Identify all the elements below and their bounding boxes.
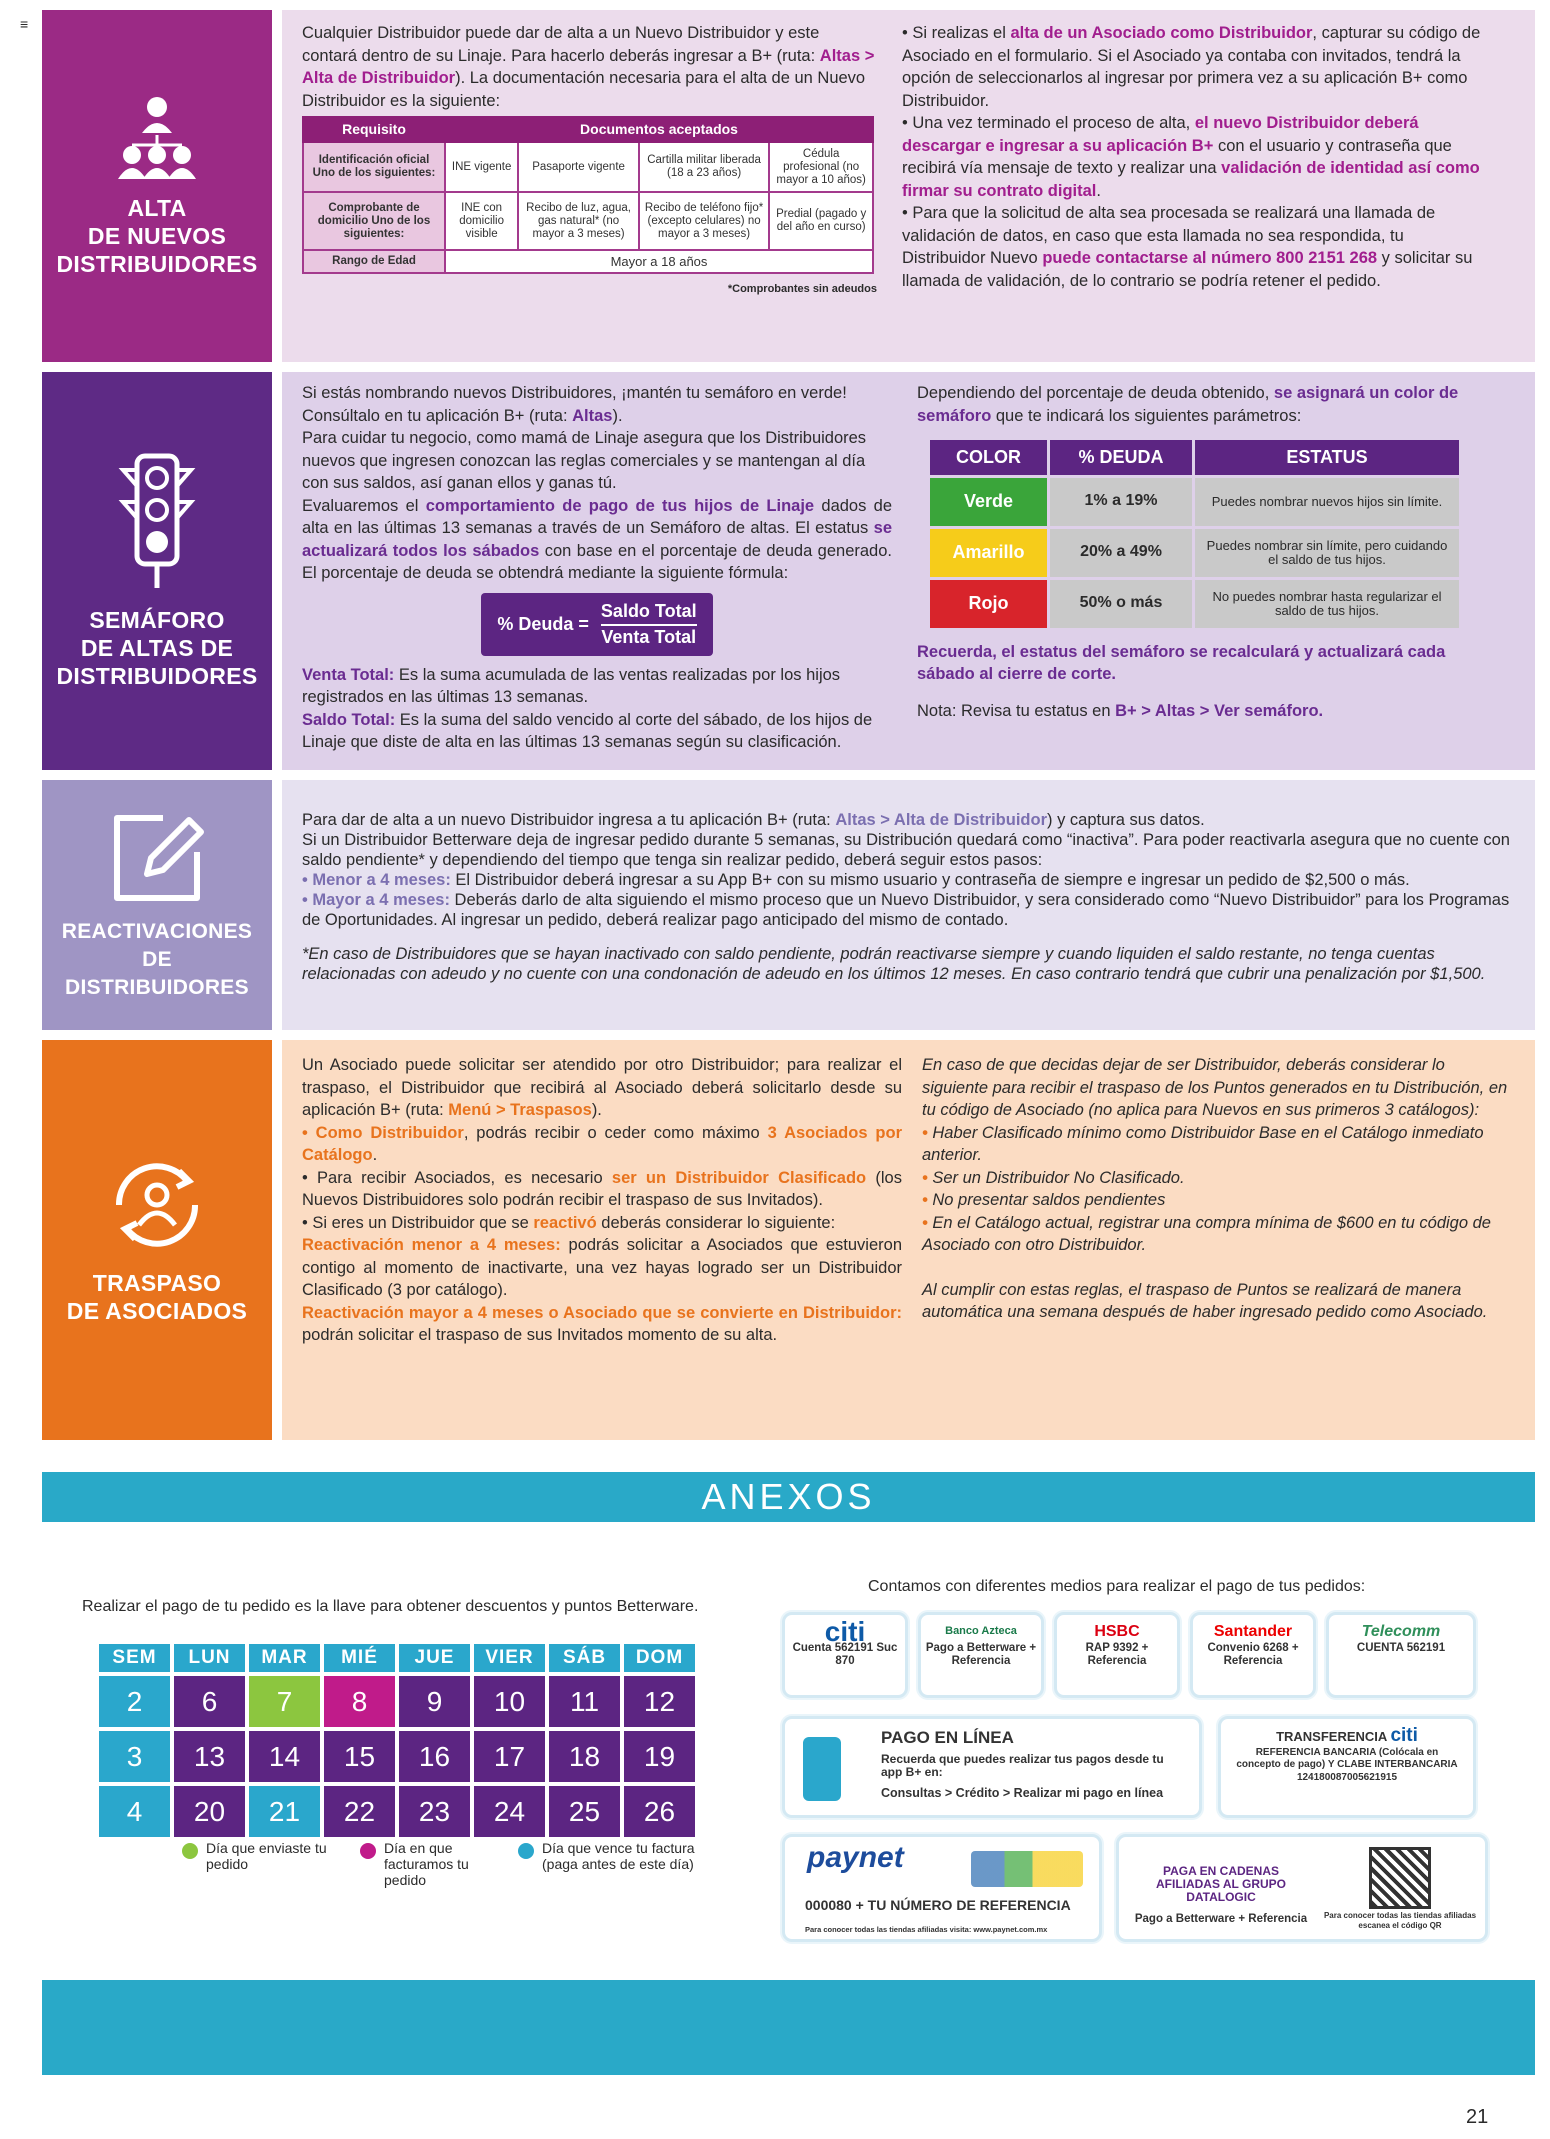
legend-invoice: Día en que facturamos tu pedido: [360, 1840, 490, 1888]
bank-card-azteca: Banco Azteca Pago a Betterware + Referencia: [918, 1612, 1044, 1698]
semaforo-table: COLOR % DEUDA ESTATUS Verde 1% a 19% Puedes nombrar nuevos hijos sin límite. Amarillo 20% a 49% Puedes nombrar sin límite, pero cuidando el saldo de tus hijos. Rojo 50% o más No puedes nombrar hasta regularizar el saldo de tus hijos.: [927, 437, 1462, 631]
anexos-banner: ANEXOS: [42, 1472, 1535, 1522]
traspaso-section: [42, 1040, 1535, 1440]
edit-pencil-icon: [107, 808, 207, 904]
req-label: Comprobante de domicilio Uno de los siguientes:: [303, 192, 445, 250]
corner-mark: ≡: [20, 16, 29, 32]
calendar-day: 17: [474, 1731, 545, 1782]
online-payment-card: PAGO EN LÍNEA Recuerda que puedes realizar tus pagos desde tu app B+ en: Consultas > Crédito > Realizar mi pago en línea: [782, 1716, 1202, 1818]
color-rojo: Rojo: [930, 580, 1047, 628]
calendar-day: 8: [324, 1676, 395, 1727]
week-number: 4: [99, 1786, 170, 1837]
calendar-day: 11: [549, 1676, 620, 1727]
alta-content: [282, 10, 1535, 362]
debt-formula: % Deuda = $\frac{\text{Saldo Total}}{\text{Venta Total}}$: [481, 593, 712, 656]
alta-left: [302, 22, 877, 301]
reactivaciones-note: *En caso de Distribuidores que se hayan inactivado con saldo pendiente, podrán reactivarse siempre y cuando liquiden el saldo restante, no tenga cuentas relacionadas con adeudo y no cuente con una condonación de adeudo en los últimos 12 meses. En caso contrario tendrá que cubrir una penalización por $1,500.: [302, 945, 1486, 983]
reactivaciones-sidebar: [42, 780, 272, 1030]
calendar-day: 14: [249, 1731, 320, 1782]
calendar-day: 25: [549, 1786, 620, 1837]
calendar-caption: Realizar el pago de tu pedido es la llave para obtener descuentos y puntos Betterware.: [82, 1598, 699, 1615]
calendar-day: 6: [174, 1676, 245, 1727]
calendar-day: 13: [174, 1731, 245, 1782]
traspaso-content: [282, 1040, 1535, 1440]
semaforo-reminder: Recuerda, el estatus del semáforo se recalculará y actualizará cada sábado al cierre de corte.: [917, 642, 1446, 683]
semaforo-section: [42, 372, 1535, 770]
legend-due: Día que vence tu factura (paga antes de este día): [518, 1840, 708, 1872]
requirements-table: Requisito Documentos aceptados Identificación oficial Uno de los siguientes: INE vigente Pasaporte vigente Cartilla militar liberada (18 a 23 años) Cédula profesional (no mayor a 10 años) Comprobante de domicilio Uno de los siguientes: INE con domicilio visible Recibo de luz, agua, gas natural* (no mayor a 3 meses) Recibo de teléfono fijo* (excepto celulares) no mayor a 3 meses) Predial (pagado y del año en curso) Rango de Edad Mayor a 18 años: [302, 116, 874, 274]
legend-sent: Día que enviaste tu pedido: [182, 1840, 332, 1872]
qr-code-icon: [1369, 1847, 1431, 1909]
color-verde: Verde: [930, 478, 1047, 526]
reactivaciones-title: REACTIVACIONES DE DISTRIBUIDORES: [61, 920, 253, 999]
calendar-day: 10: [474, 1676, 545, 1727]
calendar-day: 9: [399, 1676, 470, 1727]
reactivaciones-content: Para dar de alta a un nuevo Distribuidor ingresa a tu aplicación B+ (ruta: Altas > Alta de Distribuidor) y captura sus datos. Si un Distribuidor Betterware deja de ingresar pedido durante 5 semanas, su Distribución quedará como “inactiva”. Para poder reactivarla asegura que no cuente con saldo pendiente* y dependiendo del tiempo que tenga sin realizar pedido, deberá seguir estos pasos: • Menor a 4 meses: El Distribuidor deberá ingresar a su App B+ con su mismo usuario y contraseña de siempre e ingresar un pedido de $2,500 o más. • Mayor a 4 meses: Deberás darlo de alta siguiendo el mismo proceso que un Nuevo Distribuidor, y sera considerado como “Nuevo Distribuidor” para los Programas de Oportunidades. Al ingresar un pedido, deberá realizar pago anticipado del mismo de contado. *En caso de Distribuidores que se hayan inactivado con saldo pendiente, podrán reactivarse siempre y cuando liquiden el saldo restante, no tenga cuentas relacionadas con adeudo y no cuente con una condonación de adeudo en los últimos 12 meses. En caso contrario tendrá que cubrir una penalización por $1,500.: [282, 780, 1535, 1030]
alta-route: Altas > Alta de Distribuidor: [302, 46, 875, 87]
traspaso-sidebar: [42, 1040, 272, 1440]
calendar-day: 22: [324, 1786, 395, 1837]
semaforo-content: [282, 372, 1535, 770]
paynet-card: paynet 000080 + TU NÚMERO DE REFERENCIA Para conocer todas las tiendas afiliadas visita: www.paynet.com.mx: [782, 1834, 1102, 1942]
traffic-light-icon: [117, 452, 197, 592]
alta-sidebar: [42, 10, 272, 362]
req-label: Identificación oficial Uno de los siguientes:: [303, 142, 445, 192]
bank-card-telecomm: Telecomm CUENTA 562191: [1326, 1612, 1476, 1698]
page-number: 21: [1466, 2106, 1489, 2128]
bank-card-santander: Santander Convenio 6268 + Referencia: [1190, 1612, 1316, 1698]
reactivaciones-section: [42, 780, 1535, 1030]
traspaso-left: Un Asociado puede solicitar ser atendido por otro Distribuidor; para realizar el traspaso, el Distribuidor que recibirá al Asociado deberá solicitarlo desde su aplicación B+ (ruta: Menú > Traspasos). • Como Distribuidor, podrás recibir o ceder como máximo 3 Asociados por Catálogo. • Para recibir Asociados, es necesario ser un Distribuidor Clasificado (los Nuevos Distribuidores solo podrán recibir el traspaso de sus Invitados). • Si eres un Distribuidor que se reactivó deberás considerar lo siguiente: Reactivación menor a 4 meses: podrás solicitar a Asociados que estuvieron contigo al momento de inactivarte, una vez hayas logrado ser un Distribuidor Clasificado (3 por catálogo). Reactivación mayor a 4 meses o Asociado que se convierte en Distribuidor: podrán solicitar el traspaso de sus Invitados momento de su alta.: [302, 1056, 902, 1344]
table-note: *Comprobantes sin adeudos: [727, 283, 877, 295]
alta-title: ALTA DE NUEVOS DISTRIBUIDORES: [56, 194, 258, 277]
people-network-icon: [112, 95, 202, 180]
semaforo-sidebar: [42, 372, 272, 770]
req-label: Rango de Edad: [303, 250, 445, 273]
semaforo-title: SEMÁFORO DE ALTAS DE DISTRIBUIDORES: [56, 607, 258, 689]
calendar-day: 16: [399, 1731, 470, 1782]
calendar-day: 15: [324, 1731, 395, 1782]
calendar-day: 21: [249, 1786, 320, 1837]
calendar-day: 23: [399, 1786, 470, 1837]
phone-icon: [803, 1737, 841, 1801]
bank-card-citi: citi Cuenta 562191 Suc 870: [782, 1612, 908, 1698]
week-number: 2: [99, 1676, 170, 1727]
alta-section: [42, 10, 1535, 362]
calendar-day: 7: [249, 1676, 320, 1727]
traspaso-title: TRASPASO DE ASOCIADOS: [66, 1270, 248, 1324]
calendar-day: 20: [174, 1786, 245, 1837]
footer-bar: [42, 1980, 1535, 2075]
transfer-card: TRANSFERENCIA citi REFERENCIA BANCARIA (Colócala en concepto de pago) Y CLABE INTERBANCARIA 124180087005621915: [1218, 1716, 1476, 1818]
payment-calendar: SEM LUN MAR MIÉ JUE VIER SÁB DOM 2 6 7 8 9 10 11 12 3 13 14 15 16 17 18 19 4 20 21 22 23 24 25 26: [95, 1640, 699, 1841]
calendar-day: 18: [549, 1731, 620, 1782]
datalogic-card: PAGA EN CADENAS AFILIADAS AL GRUPO DATALOGIC Pago a Betterware + Referencia Para conocer todas las tiendas afiliadas escanea el código QR: [1116, 1834, 1488, 1942]
semaforo-left: Si estás nombrando nuevos Distribuidores, ¡mantén tu semáforo en verde! Consúltalo en tu aplicación B+ (ruta: Altas). Para cuidar tu negocio, como mamá de Linaje asegura que los Distribuidores nuevos que ingresen conozcan las reglas comerciales y se mantengan al día con sus saldos, así ganan ellos y ganas tú. Evaluaremos el comportamiento de pago de tus hijos de Linaje dados de alta en las últimas 13 semanas a través de un Semáforo de altas. El estatus se actualizará todos los sábados con base en el porcentaje de deuda generado. El porcentaje de deuda se obtendrá mediante la siguiente fórmula: % Deuda = $\frac{\text{Saldo Total}}{\text{Venta Total}}$ Venta Total: Es la suma acumulada de las ventas realizadas por los hijos registrados en las últimas 13 semanas. Saldo Total: Es la suma del saldo vencido al corte del sábado, de los hijos de Linaje que diste de alta en las últimas 13 semanas según su clasificación.: [302, 384, 892, 751]
week-number: 3: [99, 1731, 170, 1782]
calendar-day: 24: [474, 1786, 545, 1837]
bank-card-hsbc: HSBC RAP 9392 + Referencia: [1054, 1612, 1180, 1698]
color-amarillo: Amarillo: [930, 529, 1047, 577]
semaforo-right: Dependiendo del porcentaje de deuda obtenido, se asignará un color de semáforo que te indicará los siguientes parámetros: COLOR % DEUDA ESTATUS Verde 1% a 19% Puedes nombrar nuevos hijos sin límite. Amarillo 20% a 49% Puedes nombrar sin límite, pero cuidando el saldo de tus hijos. Rojo 50% o más No puedes nombrar hasta regularizar el saldo de tus hijos. Recuerda, el estatus del semáforo se recalculará y actualizará cada sábado al cierre de corte. Nota: Revisa tu estatus en B+ > Altas > Ver semáforo.: [917, 382, 1487, 722]
traspaso-right: En caso de que decidas dejar de ser Distribuidor, deberás considerar lo siguiente para recibir el traspaso de los Puntos generados en tu Distribución, en tu código de Asociado (no aplica para Nuevos en sus primeros 3 catálogos): • Haber Clasificado mínimo como Distribuidor Base en el Catálogo inmediato anterior. • Ser un Distribuidor No Clasificado. • No presentar saldos pendientes • En el Catálogo actual, registrar una compra mínima de $600 en tu código de Asociado con otro Distribuidor. Al cumplir con estas reglas, el traspaso de Puntos se realizará de manera automática una semana después de haber ingresado pedido como Asociado.: [922, 1056, 1508, 1321]
calendar-day: 12: [624, 1676, 695, 1727]
transfer-person-icon: [107, 1155, 207, 1255]
alta-right: • Si realizas el alta de un Asociado como Distribuidor, capturar su código de Asociado en el formulario. Si el Asociado ya contaba con invitados, tendrá la opción de seleccionarlos al ingresar por primera vez a su aplicación B+ como Distribuidor. • Una vez terminado el proceso de alta, el nuevo Distribuidor deberá descargar e ingresar a su aplicación B+ con el usuario y contraseña que recibirá vía mensaje de texto y realizar una validación de identidad así como firmar su contrato digital. • Para que la solicitud de alta sea procesada se realizará una llamada de validación de datos, en caso que esta llamada no sea respondida, tu Distribuidor Nuevo puede contactarse al número 800 2151 268 y solicitar su llamada de validación, de lo contrario se podría retener el pedido.: [902, 24, 1481, 290]
store-logos: [971, 1851, 1083, 1887]
calendar-day: 26: [624, 1786, 695, 1837]
payments-caption: Contamos con diferentes medios para realizar el pago de tus pedidos:: [868, 1578, 1366, 1595]
calendar-day: 19: [624, 1731, 695, 1782]
alta-intro: Cualquier Distribuidor puede dar de alta a un Nuevo Distribuidor y este contará dentro de su Linaje. Para hacerlo deberás ingresar a B+ (ruta: Altas > Alta de Distribuidor). La documentación necesaria para el alta de un Nuevo Distribuidor es la siguiente:: [302, 24, 875, 110]
